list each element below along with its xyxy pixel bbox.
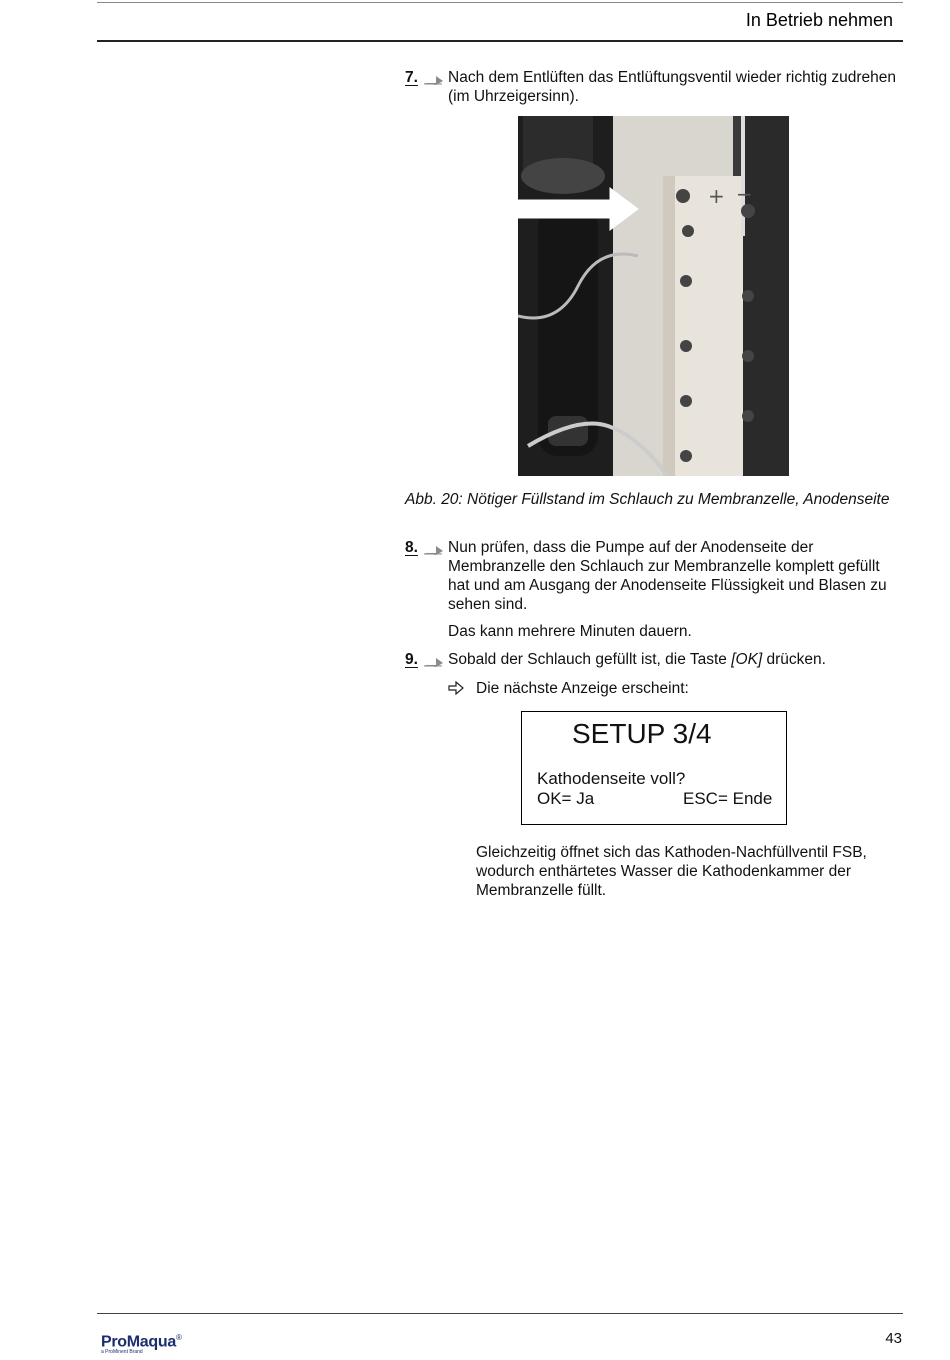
step-9: [405, 650, 905, 669]
plus-label: +: [708, 184, 725, 208]
body-paragraph: Gleichzeitig öffnet sich das Kathoden-Nachfüllventil FSB, wodurch enthärtetes Wasser die Kathodenkammer der Membranzelle füllt.: [476, 844, 867, 899]
step-arrow-icon: [422, 653, 444, 667]
registered-mark: ®: [175, 1333, 182, 1342]
membrane-cell-photo: [518, 116, 789, 476]
footer-rule: [97, 1313, 903, 1314]
display-title: SETUP 3/4: [572, 718, 712, 749]
step-text: Nun prüfen, dass die Pumpe auf der Anodenseite der Membranzelle den Schlauch zur Membranzelle komplett gefüllt hat und am Ausgang der Anodenseite Flüssigkeit und Blasen zu sehen sind.: [448, 539, 887, 613]
step-text-end: drücken.: [762, 651, 826, 668]
controller-display: [521, 711, 787, 825]
key-label: [OK]: [731, 651, 763, 668]
step-8: [405, 538, 905, 614]
step-number: 7.: [405, 69, 418, 86]
figure-photo: [518, 116, 789, 476]
page-number: 43: [885, 1330, 902, 1347]
step-arrow-icon: [422, 71, 444, 85]
promaqua-logo: [101, 1333, 182, 1355]
step-7: [405, 68, 905, 106]
step-number: 8.: [405, 539, 418, 556]
logo-subtitle: a ProMinent Brand: [101, 1349, 143, 1356]
step-arrow-icon: [422, 541, 444, 555]
header-top-line: [97, 2, 903, 3]
step-text: Nach dem Entlüften das Entlüftungsventil wieder richtig zudrehen (im Uhrzeigersinn).: [448, 69, 897, 105]
section-title: In Betrieb nehmen: [745, 10, 893, 30]
step-9-result: [448, 679, 903, 698]
result-text: Die nächste Anzeige erscheint:: [476, 680, 689, 697]
header-rule: [97, 40, 903, 42]
step-number: 9.: [405, 651, 418, 668]
logo-brand-text: ProMaqua: [101, 1333, 176, 1351]
minus-label: −: [736, 182, 753, 206]
step-text: [448, 650, 905, 669]
result-arrow-icon: [448, 681, 464, 695]
display-line-1: Kathodenseite voll?: [537, 769, 686, 788]
display-esc-option: ESC= Ende: [683, 789, 773, 808]
step-8-note: Das kann mehrere Minuten dauern.: [448, 623, 692, 640]
figure-caption: Abb. 20: Nötiger Füllstand im Schlauch zu Membranzelle, Anodenseite: [405, 491, 890, 508]
display-ok-option: OK= Ja: [537, 789, 595, 808]
step-text-start: Sobald der Schlauch gefüllt ist, die Taste: [448, 651, 732, 668]
